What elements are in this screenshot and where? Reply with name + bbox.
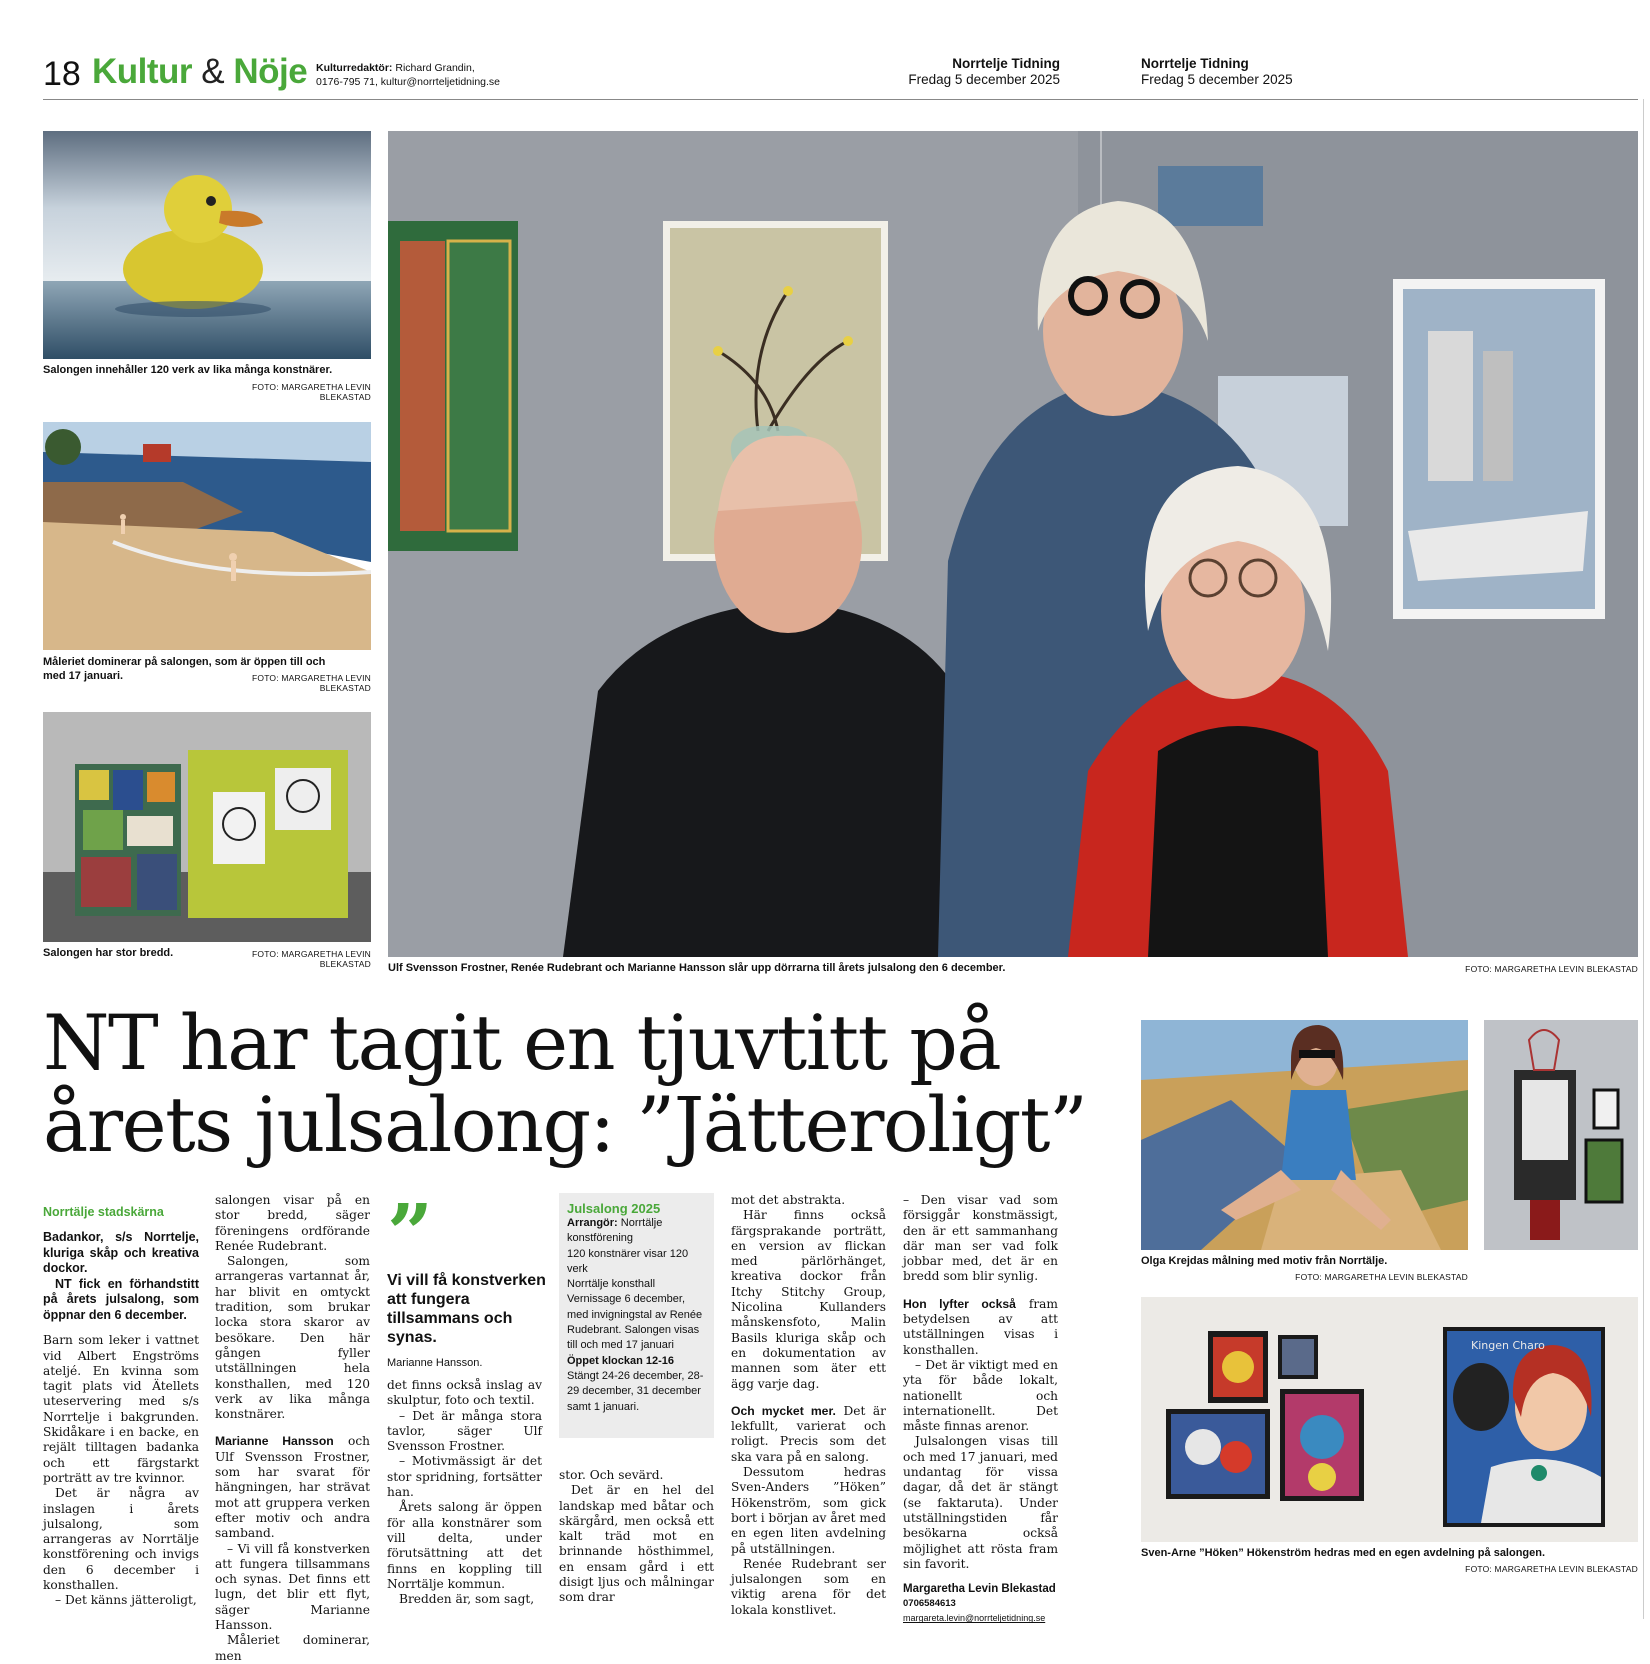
headline-line-1: NT har tagit en tjuvtitt på (43, 998, 1001, 1087)
col5-paragraph-2: Här finns också färgsprakande porträtt, en version av flickan med pärlörhänget, kreativa dockor från Itchy Stitchy Group, Nicolina Kullanders månskensfoto, Malin Basils kluriga skåp och en dokumentation av mannen som äter ett ägg varje dag. (731, 1208, 886, 1391)
photo-olga (1141, 1020, 1468, 1250)
col4-paragraph-2: Det är en hel del landskap med båtar och skärgård, men också ett kalt träd mot en brinnande hösthimmel, en ensam gård i ett disigt ljus och målningar som drar (559, 1483, 714, 1605)
col1-paragraph-1: Barn som leker i vattnet vid Albert Engströms ateljé. En kvinna som tagit plats vid Ätellets uteservering med s/s Norrtelje i bakgrunden. Skidåkare i en backe, en rejält tilltagen badanka och ett färgstarkt porträtt av tre kvinnor. (43, 1333, 199, 1485)
factbox-line-4: Öppet klockan 12-16 (567, 1354, 674, 1367)
col2-paragraph-1: salongen visar på en stor bredd, säger föreningens ordförande Renée Rudebrant. (215, 1193, 370, 1253)
headline (43, 998, 1093, 1169)
factbox (559, 1193, 714, 1438)
col5-paragraph-3: Det är lekfullt, varierat och roligt. Precis som det ska vara på en salong. (731, 1403, 886, 1464)
photo-hoken (1141, 1297, 1638, 1542)
caption-hoken: Sven-Arne ”Höken” Hökenström hedras med en egen avdelning på salongen. (1141, 1547, 1546, 1559)
credit-main: FOTO: MARGARETHA LEVIN BLEKASTAD (1465, 964, 1638, 974)
quote-mark: ” (387, 1186, 434, 1280)
col1-paragraph-3: – Det känns jätteroligt, (55, 1593, 197, 1608)
hoken-painting-text: Kingen Charo (1471, 1339, 1545, 1352)
col3-paragraph-1: det finns också inslag av skulptur, foto och textil. (387, 1378, 542, 1408)
credit-hoken: FOTO: MARGARETHA LEVIN BLEKASTAD (1465, 1564, 1638, 1574)
byline-phone: 0706584613 (903, 1598, 956, 1610)
col4-paragraph-1: stor. Och sevärd. (559, 1468, 664, 1482)
col5-paragraph-4: Dessutom hedras Sven-Anders ”Höken” Hökenström, som gick bort i början av året med en egen liten avdelning på utställningen. (731, 1465, 886, 1556)
paper-name-right: Norrtelje Tidning (1141, 56, 1249, 71)
col6-paragraph-1: – Den visar vad som försiggår konstmässigt, den är ett sammanhang där man ser vad folk jobbar med, det är en bredd som blir synlig. (903, 1193, 1058, 1284)
duck-illustration (43, 131, 371, 359)
caption-main: Ulf Svensson Frostner, Renée Rudebrant och Marianne Hansson slår upp dörrarna till årets julsalong den 6 december. (388, 962, 1006, 974)
paper-date-right: Fredag 5 december 2025 (1141, 72, 1293, 87)
factbox-organizer: Norrtälje konstförening (567, 1217, 663, 1245)
caption-abstract: Salongen har stor bredd. (43, 947, 174, 959)
section-kultur: Kultur (92, 52, 193, 91)
factbox-title: Julsalong 2025 (567, 1201, 661, 1216)
ingress-2: NT fick en förhandstitt på årets julsalong, som öppnar den 6 december. (43, 1276, 199, 1322)
col2-paragraph-5: Måleriet dominerar, men (215, 1633, 370, 1663)
photo-abstract (43, 712, 371, 942)
quote-text: Vi vill få konstverken att fungera tillsammans och synas. (387, 1272, 546, 1346)
caption-beach: Måleriet dominerar på salongen, som är öppen till och med 17 januari. (43, 656, 326, 682)
editor-label: Kulturredaktör: (316, 62, 393, 74)
section-noje: Nöje (233, 52, 308, 91)
article-col-5 (731, 1193, 886, 1618)
col3-paragraph-5: Bredden är, som sagt, (399, 1592, 535, 1607)
hoken-illustration (1141, 1297, 1638, 1542)
section-title (92, 52, 307, 92)
page-edge-rule (1643, 99, 1644, 1619)
credit-beach: FOTO: MARGARETHA LEVIN BLEKASTAD (251, 673, 371, 693)
col6-subhead: Hon lyfter också (903, 1296, 1016, 1311)
kicker: Norrtälje stadskärna (43, 1205, 164, 1219)
col3-paragraph-2: – Det är många stora tavlor, säger Ulf Svensson Frostner. (387, 1408, 542, 1454)
factbox-line-2: Norrtälje konsthall (567, 1278, 656, 1291)
col2-subhead: Marianne Hansson (215, 1434, 334, 1449)
paper-name-left: Norrtelje Tidning (952, 56, 1060, 71)
caption-olga: Olga Krejdas målning med motiv från Norrtälje. (1141, 1255, 1388, 1267)
factbox-line-3: Vernissage 6 december, med invigningstal av Renée Rudebrant. Salongen visas till och med 17 januari (567, 1293, 703, 1352)
caption-duck: Salongen innehåller 120 verk av lika många konstnärer. (43, 364, 333, 376)
col2-paragraph-4: – Vi vill få konstverken att fungera tillsammans och synas. Det finns ett lugn, det blir ett flyt, säger Marianne Hansson. (215, 1541, 370, 1633)
header-rule (43, 99, 1638, 100)
col1-paragraph-2: Det är några av inslagen i årets julsalong, som arrangeras av Norrtälje konstförening och invigs den 6 december i konsthallen. (43, 1486, 199, 1593)
credit-abstract: FOTO: MARGARETHA LEVIN BLEKASTAD (251, 949, 371, 969)
article-col-6 (903, 1193, 1058, 1627)
article-col-1 (43, 1205, 199, 1609)
col5-paragraph-5: Renée Rudebrant ser julsalongen som en viktig arena för det lokala konstlivet. (731, 1556, 886, 1617)
paper-info-left (905, 56, 1060, 88)
headline-line-2: årets julsalong: ”Jätteroligt” (43, 1080, 1087, 1169)
col5-paragraph-1: mot det abstrakta. (731, 1193, 846, 1207)
editor-name: Richard Grandin, (395, 62, 475, 74)
page-number: 18 (43, 55, 81, 93)
editor-info (316, 61, 500, 89)
photo-main (388, 131, 1638, 957)
byline-name: Margaretha Levin Blekastad (903, 1583, 1056, 1596)
ingress-1: Badankor, s/s Norrtelje, kluriga skåp och kreativa dockor. (43, 1230, 199, 1276)
quote-author: Marianne Hansson. (387, 1357, 483, 1369)
paper-info-right (1141, 56, 1341, 88)
col2-paragraph-2: Salongen, som arrangeras vartannat år, har blivit en omtyckt tradition, som brukar locka stora skaror av besökare. Den här gången fyller utställningen hela konsthallen, med 120 verk av lika många konstnärer. (215, 1254, 370, 1422)
article-col-4 (559, 1468, 714, 1606)
col3-paragraph-3: – Motivmässigt är det stor spridning, fortsätter han. (387, 1454, 542, 1500)
photo-wall-art (1484, 1020, 1638, 1250)
col6-paragraph-3: – Det är viktigt med en yta för både lokalt, nationellt och internationellt. Det måste finnas arenor. (903, 1357, 1058, 1434)
col5-subhead: Och mycket mer. (731, 1403, 836, 1418)
col3-paragraph-4: Årets salong är öppen för alla konstnärer som vill delta, under förutsättning att det finns en koppling till Norrtälje kommun. (387, 1500, 542, 1591)
col6-paragraph-2: fram betydelsen av att utställningen visas i konsthallen. (903, 1296, 1058, 1357)
editor-contact: 0176-795 71, kultur@norrteljetidning.se (316, 76, 501, 88)
col6-paragraph-4: Julsalongen visas till och med 17 januari, med undantag för vissa dagar, då det är stängt (se faktaruta). Under utställningstiden får besökarna också möjlighet att rösta fram sin favorit. (903, 1434, 1058, 1571)
olga-painting-illustration (1141, 1020, 1468, 1250)
photo-duck (43, 131, 371, 359)
factbox-line-1: 120 konstnärer visar 120 verk (567, 1247, 689, 1275)
beach-illustration (43, 422, 371, 650)
factbox-line-5: Stängt 24-26 december, 28-29 december, 31 december samt 1 januari. (567, 1369, 704, 1413)
factbox-organizer-label: Arrangör: (567, 1217, 618, 1229)
col2-paragraph-3: och Ulf Svensson Frostner, som har svarat för hängningen, har strävat mot att gruppera verken efter motiv och andra samband. (215, 1434, 370, 1541)
byline-email[interactable]: margareta.levin@norrteljetidning.se (903, 1613, 1046, 1624)
section-ampersand: & (201, 52, 225, 91)
main-photo-illustration (388, 131, 1638, 957)
article-col-2 (215, 1193, 370, 1664)
photo-beach (43, 422, 371, 650)
wall-art-illustration (1484, 1020, 1638, 1250)
credit-duck: FOTO: MARGARETHA LEVIN BLEKASTAD (251, 382, 371, 402)
abstract-illustration (43, 712, 371, 942)
pull-quote (387, 1186, 547, 1369)
article-col-3 (387, 1378, 542, 1607)
credit-olga: FOTO: MARGARETHA LEVIN BLEKASTAD (1295, 1272, 1468, 1282)
paper-date-left: Fredag 5 december 2025 (908, 72, 1060, 87)
